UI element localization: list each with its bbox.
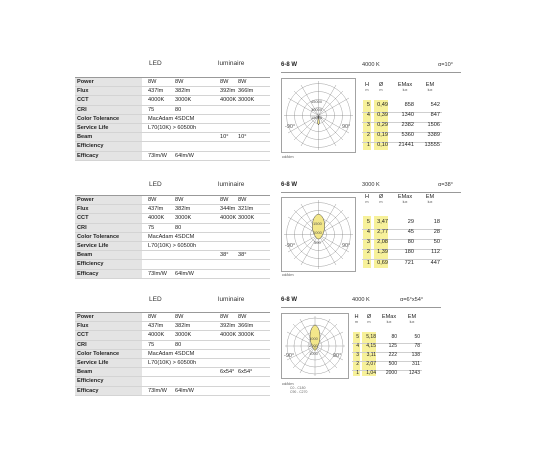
table-row: 4 2,77 45 28 bbox=[366, 229, 440, 235]
photometry-table: H m Ø m EMax lux EM lux 5 0,49 858 542 4 0,39 1340 847 3 0,29 2382 1506 2 0,19 5360 3389 1 0,10 21441 13555 bbox=[362, 82, 462, 158]
spec-row-cri: CRI 75 80 bbox=[75, 224, 270, 233]
spec-row-flux: Flux 437lm 382lm 392lm 366lm bbox=[75, 87, 270, 96]
polar-ring-label: 45000 bbox=[311, 99, 323, 104]
power-range-label: 6-8 W bbox=[281, 62, 298, 68]
spec-table bbox=[75, 195, 270, 279]
spec-row-efficacy: Efficacy 73lm/W 64lm/W bbox=[75, 270, 270, 279]
kelvin-label: 3000 K bbox=[362, 182, 380, 188]
table-row: 3 3,11 222 138 bbox=[356, 352, 420, 358]
spec-row-efficiency: Efficiency bbox=[75, 377, 270, 386]
unit-label: cd/klm bbox=[282, 154, 294, 159]
led-header: LED bbox=[149, 296, 162, 303]
table-row: 1 0,10 21441 13555 bbox=[366, 142, 440, 148]
photometry-table: H m Ø m EMax lux EM lux 5 3,47 29 18 4 2,77 45 28 3 2,08 80 50 2 1,39 180 112 1 0,69 721 447 bbox=[362, 194, 462, 274]
table-row: 4 4,15 125 78 bbox=[356, 343, 420, 349]
beam-angle-label: α=38° bbox=[438, 182, 453, 188]
led-header: LED bbox=[149, 60, 162, 67]
spec-row-service-life: Service Life L70(10K) > 60500h bbox=[75, 242, 270, 251]
polar-ring-label: 500 bbox=[314, 240, 321, 245]
spec-row-beam: Beam 10° 10° bbox=[75, 133, 270, 142]
spec-row-color-tolerance: Color Tolerance MacAdam 4SDCM bbox=[75, 350, 270, 359]
beam-angle-label: α=6°x54° bbox=[400, 297, 424, 303]
power-range-label: 6-8 W bbox=[281, 297, 298, 303]
kelvin-label: 4000 K bbox=[362, 62, 380, 68]
axis-right-label: 90° bbox=[342, 243, 351, 249]
table-row: 3 0,29 2382 1506 bbox=[366, 122, 440, 128]
polar-ring-label: 1000 bbox=[309, 351, 318, 356]
axis-left-label: -90° bbox=[285, 124, 296, 130]
photometry-table: H m Ø m EMax lux EM lux 5 5,18 80 50 4 4,15 125 78 3 3,11 222 138 2 2,07 500 311 1 1,04 2000 1243 bbox=[352, 314, 452, 380]
spec-row-power: Power 8W 8W 8W 8W bbox=[75, 196, 270, 205]
luminaire-header: luminaire bbox=[218, 60, 245, 67]
table-row: 5 5,18 80 50 bbox=[356, 334, 420, 340]
polar-ring-label: 15000 bbox=[311, 115, 323, 120]
polar-ring-label: 1500 bbox=[313, 221, 322, 226]
spec-row-efficiency: Efficiency bbox=[75, 260, 270, 269]
spec-row-color-tolerance: Color Tolerance MacAdam 4SDCM bbox=[75, 115, 270, 124]
photometry-rule bbox=[281, 192, 461, 193]
table-row: 2 2,07 500 311 bbox=[356, 361, 420, 367]
table-row: 5 0,49 858 542 bbox=[366, 102, 440, 108]
luminaire-header: luminaire bbox=[218, 296, 245, 303]
luminaire-header: luminaire bbox=[218, 181, 245, 188]
spec-row-power: Power 8W 8W 8W 8W bbox=[75, 313, 270, 322]
spec-table bbox=[75, 77, 270, 161]
spec-row-power: Power 8W 8W 8W 8W bbox=[75, 78, 270, 87]
photometry-rule bbox=[281, 307, 441, 308]
table-row: 5 3,47 29 18 bbox=[366, 219, 440, 225]
spec-row-cct: CCT 4000K 3000K 4000K 3000K bbox=[75, 214, 270, 223]
polar-ring-label: 3000 bbox=[309, 336, 318, 341]
table-row: 3 2,08 80 50 bbox=[366, 239, 440, 245]
spec-row-flux: Flux 437lm 382lm 344lm 321lm bbox=[75, 205, 270, 214]
axis-left-label: -90° bbox=[284, 353, 295, 359]
table-row: 2 1,39 180 112 bbox=[366, 249, 440, 255]
table-row: 2 0,19 5360 3389 bbox=[366, 132, 440, 138]
c-plane-legend: C0 - C180 C90 - C270 bbox=[290, 386, 308, 394]
unit-label: cd/klm bbox=[282, 272, 294, 277]
spec-table bbox=[75, 312, 270, 396]
spec-row-efficacy: Efficacy 73lm/W 64lm/W bbox=[75, 387, 270, 396]
unit-label: cd/klm bbox=[282, 381, 294, 386]
power-range-label: 6-8 W bbox=[281, 182, 298, 188]
table-row: 1 1,04 2000 1243 bbox=[356, 370, 420, 376]
photometry-rule bbox=[281, 72, 461, 73]
spec-row-service-life: Service Life L70(10K) > 60500h bbox=[75, 124, 270, 133]
kelvin-label: 4000 K bbox=[352, 297, 370, 303]
polar-ring-label: 2000 bbox=[309, 343, 318, 348]
spec-row-cri: CRI 75 80 bbox=[75, 341, 270, 350]
axis-left-label: -90° bbox=[285, 243, 296, 249]
spec-row-color-tolerance: Color Tolerance MacAdam 4SDCM bbox=[75, 233, 270, 242]
table-row: 4 0,39 1340 847 bbox=[366, 112, 440, 118]
polar-ring-label: 1000 bbox=[313, 230, 322, 235]
table-row: 1 0,69 721 447 bbox=[366, 260, 440, 266]
spec-row-cct: CCT 4000K 3000K 4000K 3000K bbox=[75, 331, 270, 340]
spec-row-efficacy: Efficacy 73lm/W 64lm/W bbox=[75, 152, 270, 161]
spec-row-beam: Beam 6x54° 6x54° bbox=[75, 368, 270, 377]
axis-right-label: 90° bbox=[342, 124, 351, 130]
led-header: LED bbox=[149, 181, 162, 188]
spec-row-beam: Beam 38° 38° bbox=[75, 251, 270, 260]
spec-row-service-life: Service Life L70(10K) > 60500h bbox=[75, 359, 270, 368]
spec-row-cri: CRI 75 80 bbox=[75, 106, 270, 115]
spec-row-flux: Flux 437lm 382lm 392lm 366lm bbox=[75, 322, 270, 331]
spec-row-efficiency: Efficiency bbox=[75, 142, 270, 151]
polar-ring-label: 30000 bbox=[311, 107, 323, 112]
axis-right-label: 90° bbox=[333, 353, 342, 359]
spec-row-cct: CCT 4000K 3000K 4000K 3000K bbox=[75, 96, 270, 105]
beam-angle-label: α=10° bbox=[438, 62, 453, 68]
